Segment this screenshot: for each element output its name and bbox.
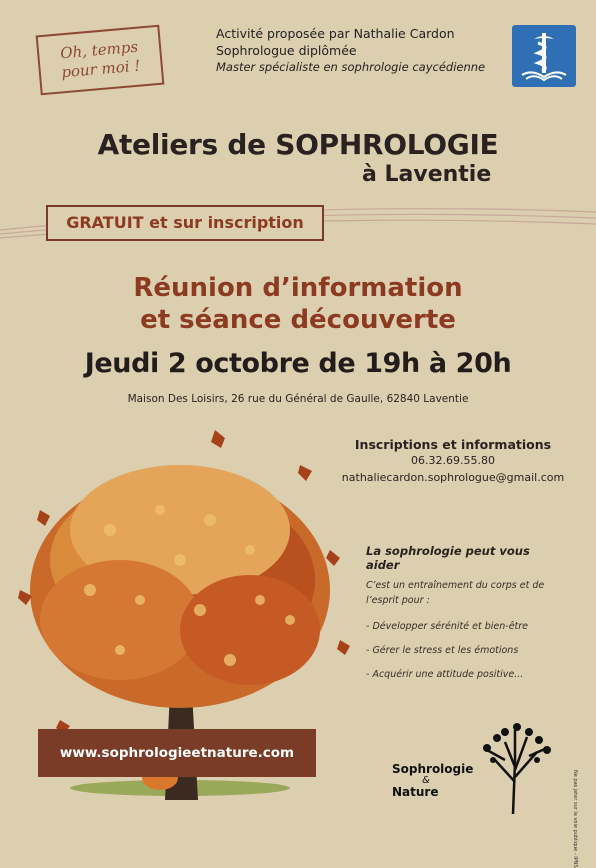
benefit-item-2: - Gérer le stress et les émotions [366,645,519,656]
benefits-heading: La sophrologie peut vous aider [366,544,530,572]
brand-tree-logo-icon [475,722,555,814]
free-badge: GRATUIT et sur inscription [46,205,324,241]
stamp [36,25,165,96]
author-line-3: Master spécialiste en sophrologie caycédienne [216,60,486,74]
main-subtitle: à Laventie [362,162,492,187]
caduceus-logo-icon [512,25,576,87]
event-date: Jeudi 2 octobre de 19h à 20h [84,348,512,379]
website-link[interactable]: www.sophrologieetnature.com [38,729,316,777]
stamp-line-2: pour moi ! [60,56,141,82]
author-block [216,25,485,76]
author-line-2: Sophrologue diplômée [216,43,357,58]
contact-heading: Inscriptions et informations [354,437,552,452]
brand-name [392,762,473,800]
brand-ampersand: & [422,775,430,786]
benefit-item-3: - Acquérir une attitude positive... [366,669,524,680]
benefit-item-1: - Développer sérénité et bien-être [366,621,529,632]
brand-line-2: Nature [392,785,439,799]
benefits-block [366,544,566,680]
main-title: Ateliers de SOPHROLOGIE [97,128,499,161]
stamp-line-1: Oh, temps [59,37,139,63]
event-title [0,272,596,336]
contact-block [328,437,578,486]
event-address: Maison Des Loisirs, 26 rue du Général de Gaulle, 62840 Laventie [127,393,469,405]
contact-phone[interactable]: 06.32.69.55.80 [411,454,495,467]
legal-notice: Ne pas jeter sur la voie publique - IPNS [572,770,578,868]
brand-line-1: Sophrologie [392,762,474,776]
author-line-1: Activité proposée par Nathalie Cardon [216,26,455,41]
contact-email[interactable]: nathaliecardon.sophrologue@gmail.com [341,471,565,484]
benefits-intro: C’est un entraînement du corps et de l’esprit pour : [366,580,545,606]
event-title-line-2: et séance découverte [140,305,456,335]
event-title-line-1: Réunion d’information [133,273,463,303]
